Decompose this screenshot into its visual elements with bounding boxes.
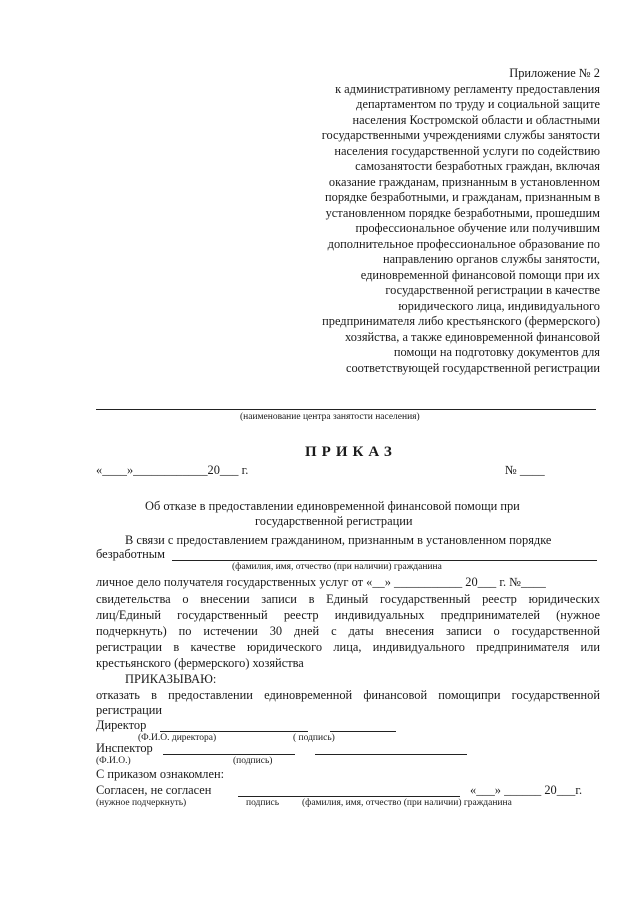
appendix-line: направлению органов службы занятости,	[383, 252, 600, 266]
director-label: Директор	[96, 718, 147, 732]
appendix-line: государственной регистрации в качестве	[385, 283, 600, 297]
body-line: регистрации в качестве юридического лица, индивидуального предпринимателя или	[96, 640, 600, 654]
body-line: подчеркнуть) по истечении 30 дней с даты внесения записи о государственной	[96, 624, 600, 638]
body-line: отказать в предоставлении единовременной финансовой помощипри государственной	[96, 688, 600, 702]
body-line: регистрации	[96, 703, 163, 717]
body-line: лиц/Единый государственный реестр индивидуальных предпринимателей (нужное	[96, 608, 600, 622]
appendix-line: дополнительное профессиональное образование по	[327, 236, 600, 251]
appendix-line: департаментом по труду и социальной защите	[356, 97, 600, 111]
fio-caption: (фамилия, имя, отчество (при наличии) гражданина	[232, 562, 442, 572]
inspector-label: Инспектор	[96, 741, 153, 755]
appendix-line: соответствующей государственной регистрации	[345, 360, 600, 375]
appendix-line: помощи на подготовку документов для	[393, 345, 600, 359]
agree-caption-fio: (фамилия, имя, отчество (при наличии) гражданина	[302, 798, 512, 808]
agree-label[interactable]: Согласен, не согласен	[96, 783, 212, 797]
body-line: личное дело получателя государственных услуг от «__» ___________ 20___ г. №____	[96, 575, 546, 589]
appendix-line: населения государственной услуги по содействию	[334, 143, 600, 158]
agree-caption-left: (нужное подчеркнуть)	[96, 798, 187, 808]
director-sign-line[interactable]	[330, 731, 396, 732]
date-line[interactable]: «____»____________20___ г.	[96, 463, 249, 477]
appendix-line: единовременной финансовой помощи при их	[360, 267, 600, 282]
appendix-line: хозяйства, а также единовременной финансовой	[345, 329, 600, 344]
agree-caption-sign: подпись	[246, 798, 280, 808]
inspector-caption-sign: (подпись)	[233, 756, 273, 766]
appendix-label: Приложение № 2	[509, 66, 600, 80]
body-line: свидетельства о внесении записи в Единый государственный реестр юридических	[96, 592, 600, 606]
director-caption-sign: ( подпись)	[293, 733, 335, 743]
appendix-line: населения Костромской области и областными	[352, 112, 600, 127]
director-caption-fio: (Ф.И.О. директора)	[138, 733, 217, 743]
acquainted-label: С приказом ознакомлен:	[96, 767, 225, 781]
order-word: ПРИКАЗЫВАЮ:	[125, 672, 217, 686]
appendix-line: к административному регламенту предоставления	[335, 81, 600, 96]
appendix-line: установленном порядке безработными, прошедшим	[325, 205, 600, 220]
director-fio-line[interactable]	[160, 731, 308, 732]
appendix-line: оказание гражданам, признанным в установленном	[328, 174, 600, 189]
appendix-line: предпринимателя либо крестьянского (фермерского)	[322, 314, 600, 328]
appendix-block	[280, 66, 600, 376]
agree-date[interactable]: «___» ______ 20___г.	[470, 783, 583, 797]
appendix-line: юридического лица, индивидуального	[398, 298, 600, 313]
body-line: В связи с предоставлением гражданином, признанным в установленном порядке	[125, 533, 552, 547]
subject-line: государственной регистрации	[255, 514, 413, 528]
agree-sign-line[interactable]	[238, 796, 460, 797]
appendix-line: порядке безработными, и гражданам, признанным в	[325, 190, 600, 204]
order-title: ПРИКАЗ	[305, 444, 397, 460]
appendix-line: профессиональное обучение или получившим	[355, 221, 600, 235]
appendix-line: государственными учреждениями службы занятости	[321, 128, 600, 142]
inspector-caption-fio: (Ф.И.О.)	[96, 756, 131, 766]
center-caption: (наименование центра занятости населения)	[240, 412, 420, 422]
inspector-fio-line[interactable]	[163, 754, 295, 755]
center-name-line[interactable]	[96, 409, 596, 410]
fio-line[interactable]	[172, 560, 597, 561]
body-line: крестьянского (фермерского) хозяйства	[96, 656, 304, 670]
number-line[interactable]: № ____	[505, 463, 545, 477]
body-line: безработным	[96, 547, 165, 561]
appendix-line: самозанятости безработных граждан, включая	[355, 159, 600, 173]
inspector-sign-line[interactable]	[315, 754, 467, 755]
subject-line: Об отказе в предоставлении единовременной финансовой помощи при	[145, 499, 520, 513]
